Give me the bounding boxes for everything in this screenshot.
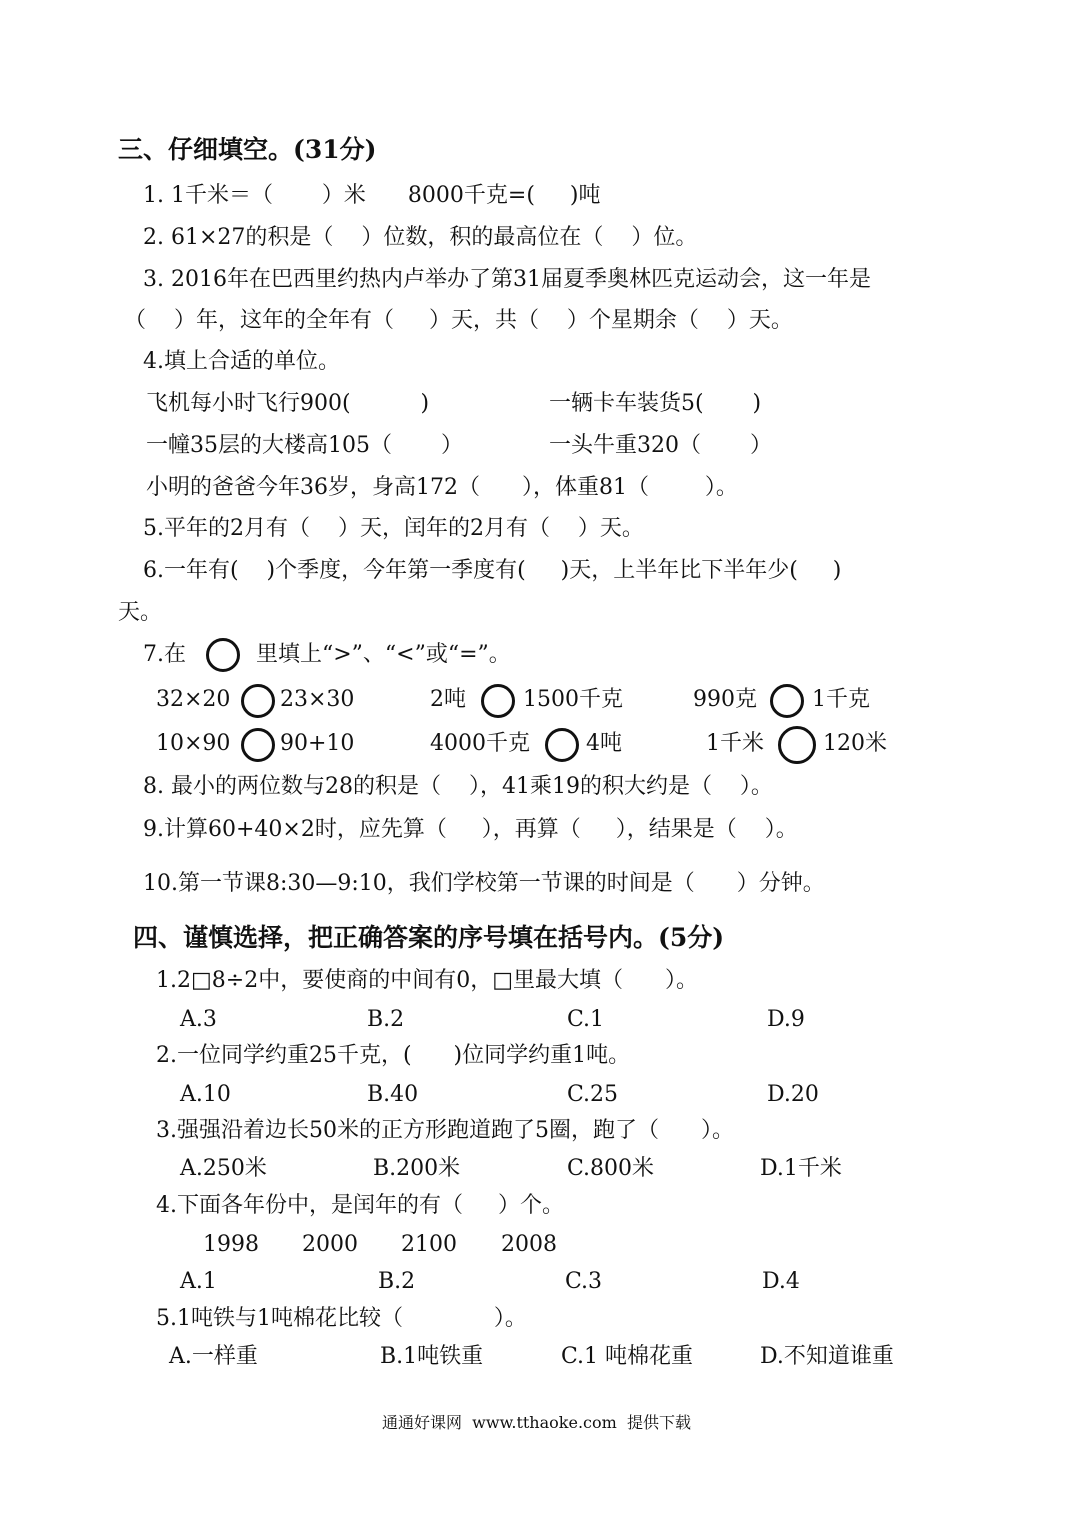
compare-left: 4000千克 (430, 731, 530, 756)
q3-7-prefix: 7.在 (143, 642, 186, 667)
option: B.200米 (373, 1156, 461, 1181)
section-4-title: 四、谨慎选择，把正确答案的序号填在括号内。(5分) (133, 923, 725, 952)
q3-3b: （ ）年，这年的全年有（ ）天，共（ ）个星期余（ ）天。 (124, 308, 793, 333)
q3-8: 8. 最小的两位数与28的积是（ ），41乘19的积大约是（ ）。 (143, 774, 773, 799)
option: D.1千米 (760, 1156, 842, 1181)
option: B.2 (367, 1007, 405, 1032)
option: A.3 (180, 1007, 217, 1032)
option: B.1吨铁重 (380, 1344, 484, 1369)
compare-circle-icon[interactable] (778, 726, 816, 764)
q3-2: 2. 61×27的积是（ ）位数，积的最高位在（ ）位。 (143, 225, 698, 250)
q3-9: 9.计算60+40×2时，应先算（ ），再算（ ），结果是（ ）。 (143, 817, 798, 842)
q4-4: 4.下面各年份中，是闰年的有（ ）个。 (156, 1193, 564, 1218)
year: 1998 (203, 1232, 259, 1257)
q3-4e: 小明的爸爸今年36岁，身高172（ ），体重81（ ）。 (146, 475, 738, 500)
compare-left: 32×20 (156, 687, 231, 712)
compare-right: 90+10 (280, 731, 355, 756)
footer-text: 通通好课网 www.tthaoke.com 提供下载 (382, 1413, 691, 1432)
q3-7-suffix: 里填上“>”、“<”或“=”。 (256, 642, 511, 667)
q3-5: 5.平年的2月有（ ）天，闰年的2月有（ ）天。 (143, 516, 644, 541)
option: C.3 (565, 1269, 603, 1294)
option: B.2 (378, 1269, 416, 1294)
q4-2: 2.一位同学约重25千克，( )位同学约重1吨。 (156, 1043, 631, 1068)
q3-4c: 一幢35层的大楼高105（ ） (146, 433, 463, 458)
compare-circle-icon[interactable] (241, 684, 275, 718)
q3-10: 10.第一节课8:30—9:10，我们学校第一节课的时间是（ ）分钟。 (143, 871, 825, 896)
q4-3: 3.强强沿着边长50米的正方形跑道跑了5圈，跑了（ ）。 (156, 1118, 734, 1143)
compare-left: 2吨 (430, 687, 466, 712)
year: 2000 (302, 1232, 358, 1257)
compare-right: 23×30 (280, 687, 355, 712)
option: A.250米 (180, 1156, 267, 1181)
option: D.不知道谁重 (760, 1344, 894, 1369)
year: 2100 (401, 1232, 457, 1257)
compare-right: 1千克 (812, 687, 870, 712)
compare-right: 120米 (823, 731, 887, 756)
compare-circle-icon[interactable] (545, 728, 579, 762)
option: C.800米 (567, 1156, 655, 1181)
option: C.25 (567, 1082, 619, 1107)
q3-4a: 飞机每小时飞行900( ) (146, 391, 430, 416)
q4-1: 1.2□8÷2中，要使商的中间有0，□里最大填（ ）。 (156, 968, 698, 993)
compare-circle-icon[interactable] (770, 684, 804, 718)
option: C.1 吨棉花重 (561, 1344, 694, 1369)
compare-right: 1500千克 (523, 687, 623, 712)
option: B.40 (367, 1082, 419, 1107)
q3-4b: 一辆卡车装货5( ) (549, 391, 762, 416)
q3-3a: 3. 2016年在巴西里约热内卢举办了第31届夏季奥林匹克运动会，这一年是 (143, 267, 871, 292)
option: D.9 (767, 1007, 805, 1032)
q3-6a: 6.一年有( )个季度，今年第一季度有( )天，上半年比下半年少( ) (143, 558, 842, 583)
compare-right: 4吨 (586, 731, 622, 756)
q4-5: 5.1吨铁与1吨棉花比较（ ）。 (156, 1306, 527, 1331)
q3-4d: 一头牛重320（ ） (549, 433, 772, 458)
compare-left: 10×90 (156, 731, 231, 756)
option: A.1 (180, 1269, 217, 1294)
option: D.20 (767, 1082, 819, 1107)
compare-circle-icon (206, 638, 240, 672)
section-3-title: 三、仔细填空。(31分) (118, 135, 377, 164)
option: A.10 (180, 1082, 231, 1107)
compare-circle-icon[interactable] (241, 728, 275, 762)
compare-left: 1千米 (706, 731, 764, 756)
option: D.4 (762, 1269, 800, 1294)
q3-1: 1. 1千米＝（ ）米 8000千克=( )吨 (143, 183, 601, 208)
compare-circle-icon[interactable] (481, 684, 515, 718)
compare-left: 990克 (693, 687, 757, 712)
option: A.一样重 (169, 1344, 258, 1369)
q3-4: 4.填上合适的单位。 (143, 349, 340, 374)
year: 2008 (501, 1232, 557, 1257)
option: C.1 (567, 1007, 605, 1032)
q3-6b: 天。 (118, 600, 163, 625)
